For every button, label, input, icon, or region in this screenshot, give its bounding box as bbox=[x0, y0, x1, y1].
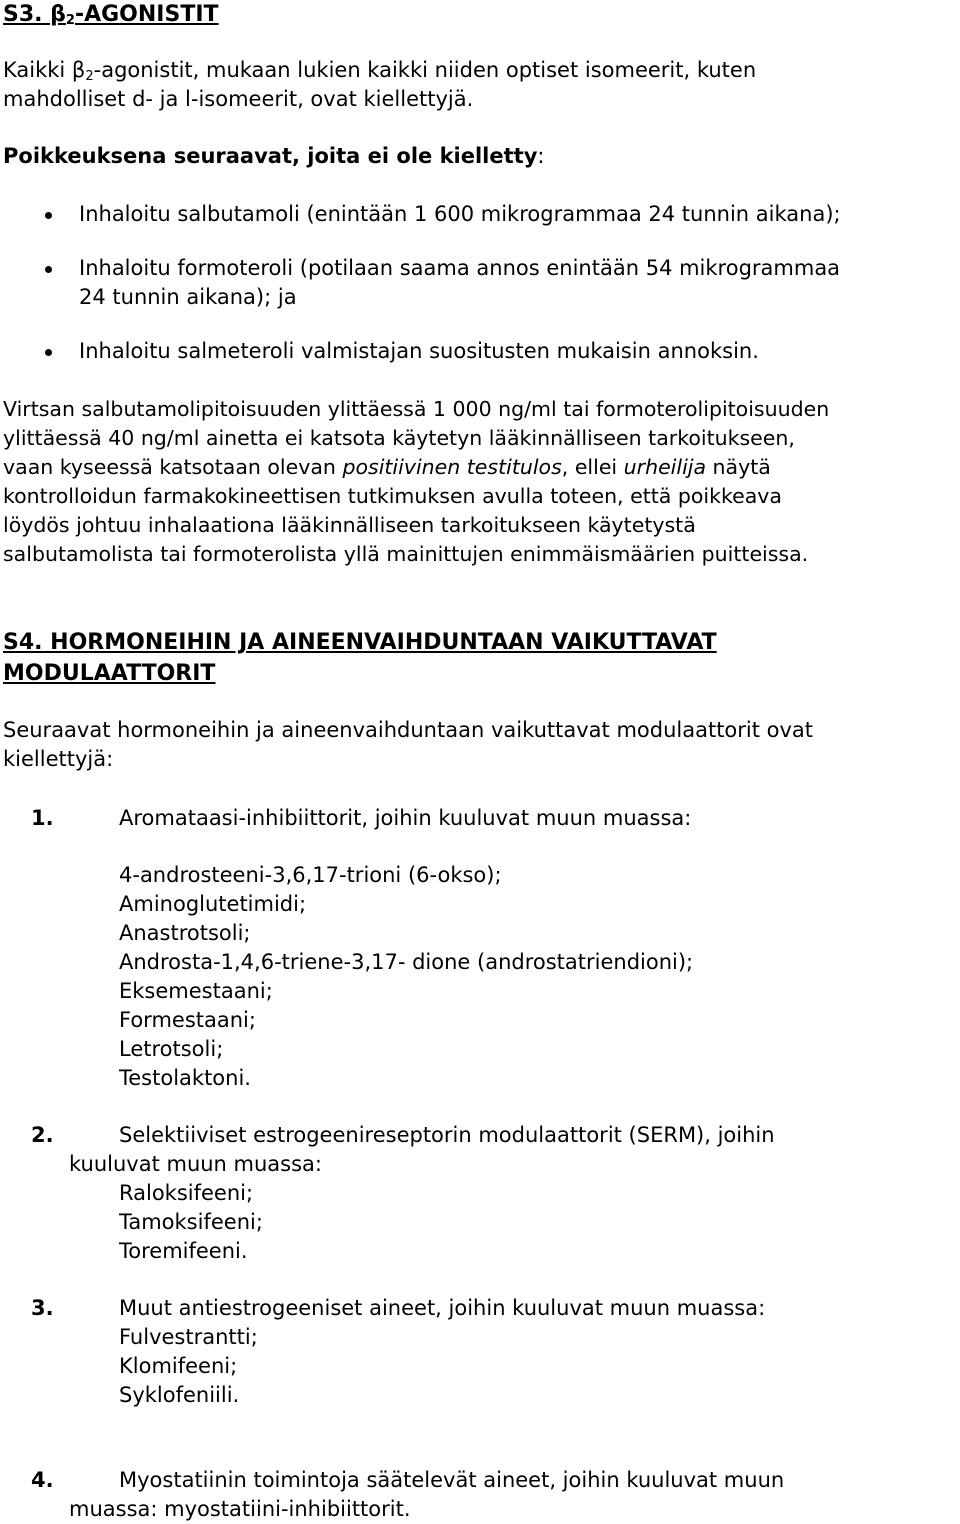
list-number: 2. bbox=[31, 1123, 54, 1147]
urine-line3-italic-athlete: urheilija bbox=[623, 455, 707, 479]
s3-intro-line2: mahdolliset d- ja l-isomeerit, ovat kiellettyjä. bbox=[3, 87, 474, 111]
bullet-dot bbox=[45, 266, 52, 273]
list-item: Tamoksifeeni; bbox=[119, 1210, 263, 1234]
urine-line: kontrolloidun farmakokineettisen tutkimuksen avulla toteen, että poikkeava bbox=[3, 484, 782, 508]
bullet-item-formoterol: Inhaloitu formoteroli (potilaan saama annos enintään 54 mikrogrammaa bbox=[79, 256, 841, 280]
s3-exceptions-bold: Poikkeuksena seuraavat, joita ei ole kielletty bbox=[3, 144, 538, 168]
s3-intro-line1-b: -agonistit, mukaan lukien kaikki niiden optiset isomeerit, kuten bbox=[93, 58, 757, 82]
s3-heading-prefix: S3. β bbox=[3, 2, 66, 27]
urine-line bbox=[3, 453, 958, 482]
list-item: Eksemestaani; bbox=[119, 979, 273, 1003]
list-item: Toremifeeni. bbox=[119, 1239, 248, 1263]
urine-line3-italic-result: positiivinen testitulos bbox=[342, 455, 562, 479]
s3-heading-subscript: 2 bbox=[65, 13, 75, 28]
section-s4-heading-cont: MODULAATTORIT bbox=[3, 661, 216, 686]
list-item: Anastrotsoli; bbox=[119, 921, 251, 945]
urine-line: Virtsan salbutamolipitoisuuden ylittäessä 1 000 ng/ml tai formoterolipitoisuuden bbox=[3, 397, 830, 421]
list-number: 3. bbox=[31, 1296, 54, 1320]
list-number: 1. bbox=[31, 806, 54, 830]
s3-intro bbox=[3, 56, 958, 114]
urine-line: ylittäessä 40 ng/ml ainetta ei katsota käytetyn lääkinnälliseen tarkoitukseen, bbox=[3, 426, 795, 450]
list-title-myostatin-cont: muassa: myostatiini-inhibiittorit. bbox=[69, 1497, 411, 1521]
list-title-myostatin: Myostatiinin toimintoja säätelevät aineet, joihin kuuluvat muun bbox=[119, 1468, 785, 1492]
urine-line3-c: näytä bbox=[706, 455, 771, 479]
s3-heading-suffix: -AGONISTIT bbox=[74, 2, 219, 27]
s3-exceptions-colon: : bbox=[537, 144, 545, 168]
s3-intro-line1-a: Kaikki β bbox=[3, 58, 86, 82]
bullet-item-formoterol-cont: 24 tunnin aikana); ja bbox=[79, 285, 297, 309]
urine-line3-b: , ellei bbox=[561, 455, 624, 479]
list-item: Letrotsoli; bbox=[119, 1037, 224, 1061]
list-item: Klomifeeni; bbox=[119, 1354, 238, 1378]
list-item: Syklofeniili. bbox=[119, 1383, 240, 1407]
s3-urine-paragraph bbox=[3, 395, 958, 569]
list-items-aromatase bbox=[119, 861, 693, 1093]
list-item: 4-androsteeni-3,6,17-trioni (6-okso); bbox=[119, 863, 502, 887]
section-s3-heading bbox=[3, 0, 219, 29]
list-item: Androsta-1,4,6-triene-3,17- dione (androstatriendioni); bbox=[119, 950, 694, 974]
s4-intro-line2: kiellettyjä: bbox=[3, 747, 114, 771]
section-s4-heading: S4. HORMONEIHIN JA AINEENVAIHDUNTAAN VAIKUTTAVAT bbox=[3, 630, 717, 655]
list-title-serm-cont: kuuluvat muun muassa: bbox=[69, 1152, 323, 1176]
urine-line: salbutamolista tai formoterolista yllä mainittujen enimmäismäärien puitteissa. bbox=[3, 542, 809, 566]
list-number: 4. bbox=[31, 1468, 54, 1492]
list-items-serm bbox=[119, 1179, 263, 1266]
list-item: Raloksifeeni; bbox=[119, 1181, 254, 1205]
list-title-serm: Selektiiviset estrogeenireseptorin modulaattorit (SERM), joihin bbox=[119, 1123, 775, 1147]
s3-intro-subscript: 2 bbox=[85, 69, 94, 84]
urine-line: löydös johtuu inhalaationa lääkinnälliseen tarkoitukseen käytetystä bbox=[3, 513, 696, 537]
bullet-item-salmeterol: Inhaloitu salmeteroli valmistajan suositusten mukaisin annoksin. bbox=[79, 339, 759, 363]
bullet-dot bbox=[45, 349, 52, 356]
s3-intro-line1 bbox=[3, 56, 958, 85]
s4-intro bbox=[3, 716, 958, 774]
list-item: Aminoglutetimidi; bbox=[119, 892, 307, 916]
list-item: Testolaktoni. bbox=[119, 1066, 251, 1090]
list-title-antiestrogenic: Muut antiestrogeeniset aineet, joihin kuuluvat muun muassa: bbox=[119, 1296, 766, 1320]
s4-intro-line1: Seuraavat hormoneihin ja aineenvaihduntaan vaikuttavat modulaattorit ovat bbox=[3, 718, 814, 742]
list-items-antiestrogenic bbox=[119, 1323, 258, 1410]
list-title-aromatase-inhibitors: Aromataasi-inhibiittorit, joihin kuuluvat muun muassa: bbox=[119, 806, 692, 830]
s3-exceptions-heading bbox=[3, 142, 958, 171]
bullet-dot bbox=[45, 212, 52, 219]
list-item: Fulvestrantti; bbox=[119, 1325, 258, 1349]
list-item: Formestaani; bbox=[119, 1008, 256, 1032]
bullet-item-salbutamol: Inhaloitu salbutamoli (enintään 1 600 mikrogrammaa 24 tunnin aikana); bbox=[79, 202, 841, 226]
urine-line3-a: vaan kyseessä katsotaan olevan bbox=[3, 455, 343, 479]
